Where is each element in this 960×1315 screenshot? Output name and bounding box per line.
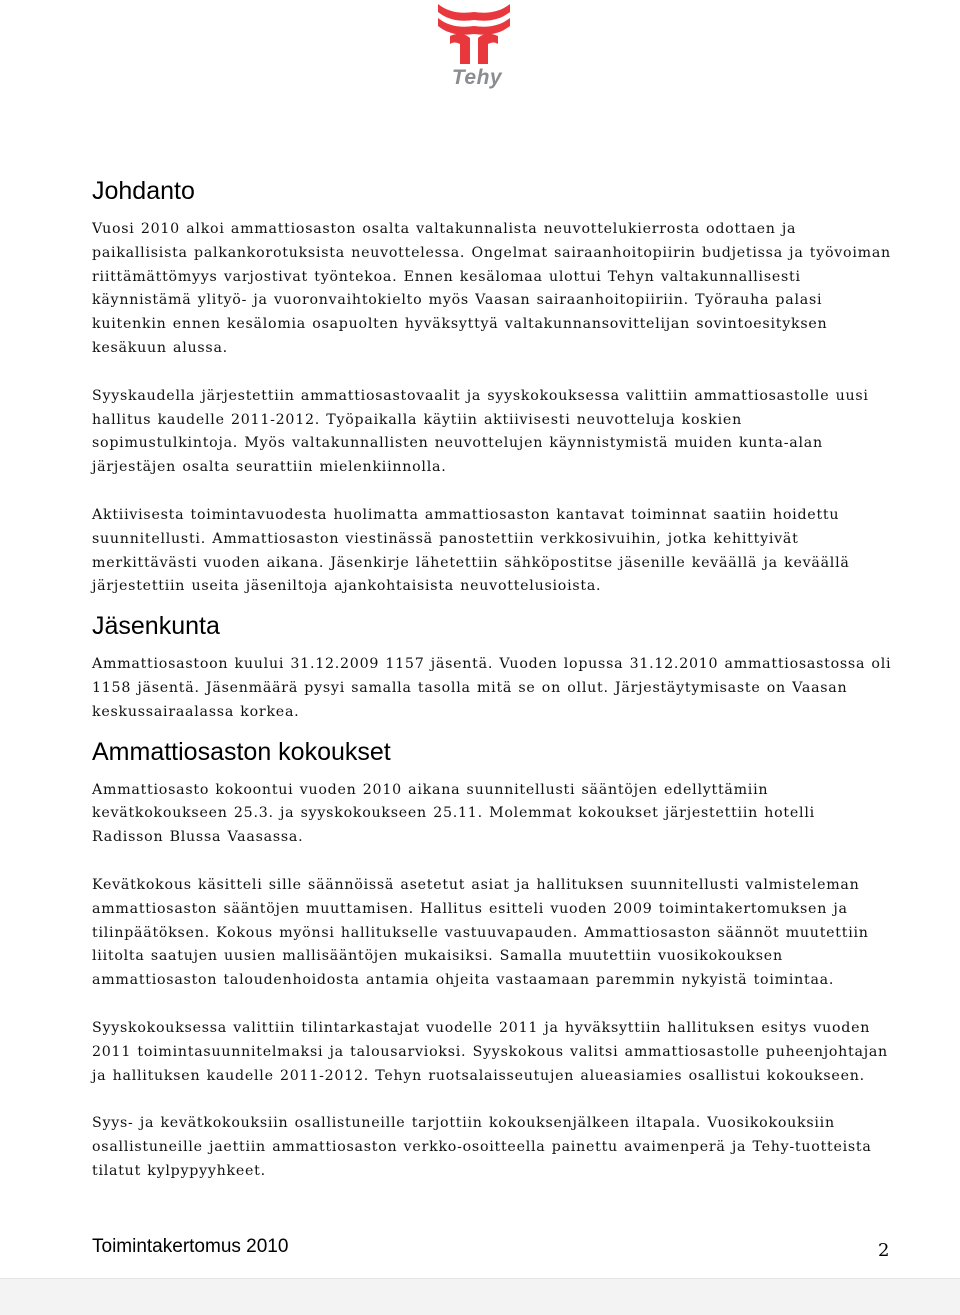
document-body [92, 174, 892, 1184]
page-bottom-band [0, 1278, 960, 1315]
kokoukset-paragraph-2: Kevätkokous käsitteli sille säännöissä asetetut asiat ja hallituksen suunnitellusti valmisteleman ammattiosaston sääntöjen muuttamisen. Hallitus esitteli vuoden 2009 toimintakertomuksen ja tilinpäätöksen. Kokous myönsi hallitukselle vastuuvapauden. Ammattiosaston säännöt muutettiin liitolta saatujen uusien mallisääntöjen mukaisiksi. Samalla muutettiin vuosikokouksen ammattiosaston taloudenhoidosta antamia ohjeita vastaamaan paremmin nykyistä toimintaa. [92, 876, 869, 989]
heading-johdanto: Johdanto [92, 177, 195, 205]
heading-jasenkunta: Jäsenkunta [92, 612, 220, 641]
johdanto-paragraph-1: Vuosi 2010 alkoi ammattiosaston osalta valtakunnalista neuvottelukierrosta odottaen ja paikallisista palkankorotuksista neuvottelessa. Ongelmat sairaanhoitopiirin budjetissa ja työvoiman riittämättömyys varjostivat työntekoa. Ennen kesälomaa ulottui Tehyn valtakunnallisesti käynnistämä ylityö- ja vuoronvaihtokielto myös Vaasan sairaanhoitopiiriin. Työrauha palasi kuitenkin ennen kesälomia osapuolten hyväksyttyä valtakunnansovittelijan sovintoesityksen kesäkuun alussa. [92, 221, 891, 356]
logo-wordmark: Tehy [451, 66, 503, 89]
kokoukset-paragraph-4: Syys- ja kevätkokouksiin osallistuneille tarjottiin kokouksenjälkeen iltapala. Vuosikokouksiin osallistuneille jaettiin ammattiosaston verkko-osoitteella painettu avaimenperä ja Tehy-tuotteista tilatut kylpypyyhkeet. [92, 1115, 872, 1179]
tehy-logo-mark [436, 2, 512, 72]
kokoukset-paragraph-1: Ammattiosasto kokoontui vuoden 2010 aikana suunnitellusti sääntöjen edellyttämiin kevätkokoukseen 25.3. ja syyskokoukseen 25.11. Molemmat kokoukset järjestettiin hotelli Radisson Blussa Vaasassa. [92, 781, 815, 846]
heading-kokoukset: Ammattiosaston kokoukset [92, 737, 391, 766]
johdanto-paragraph-3: Aktiivisesta toimintavuodesta huolimatta ammattiosaston kantavat toiminnat saatiin hoidettu suunnitellusti. Ammattiosaston viestinässä panostettiin verkkosivuihin, jotka kehittyivät merkittävästi vuoden aikana. Jäsenkirje lähetettiin sähköpostitse jäsenille keväällä ja keväällä järjestettiin useita jäseniltoja ajankohtaisista neuvottelusioista. [92, 506, 850, 595]
page-number: 2 [878, 1240, 890, 1261]
kokoukset-paragraph-3: Syyskokouksessa valittiin tilintarkastajat vuodelle 2011 ja hyväksyttiin hallituksen esitys vuoden 2011 toimintasuunnitelmaksi ja talousarvioksi. Syyskokous valitsi ammattiosastolle puheenjohtajan ja hallituksen kaudelle 2011-2012. Tehyn ruotsalaisseutujen alueasiamies osallistui kokoukseen. [92, 1019, 888, 1084]
johdanto-paragraph-2: Syyskaudella järjestettiin ammattiosastovaalit ja syyskokouksessa valittiin ammattiosastolle uusi hallitus kaudelle 2011-2012. Työpaikalla käytiin aktiivisesti neuvotteluja koskien sopimustulkintoja. Myös valtakunnallisten neuvottelujen käynnistymistä muiden kunta-alan järjestäjen osalta seurattiin mielenkiinnolla. [92, 387, 869, 476]
jasenkunta-paragraph-1: Ammattiosastoon kuului 31.12.2009 1157 jäsentä. Vuoden lopussa 31.12.2010 ammattiosastossa oli 1158 jäsentä. Jäsenmäärä pysyi samalla tasolla mitä se on ollut. Järjestäytymisaste on Vaasan keskussairaalassa korkea. [92, 656, 892, 720]
footer-title: Toimintakertomus 2010 [92, 1236, 289, 1257]
